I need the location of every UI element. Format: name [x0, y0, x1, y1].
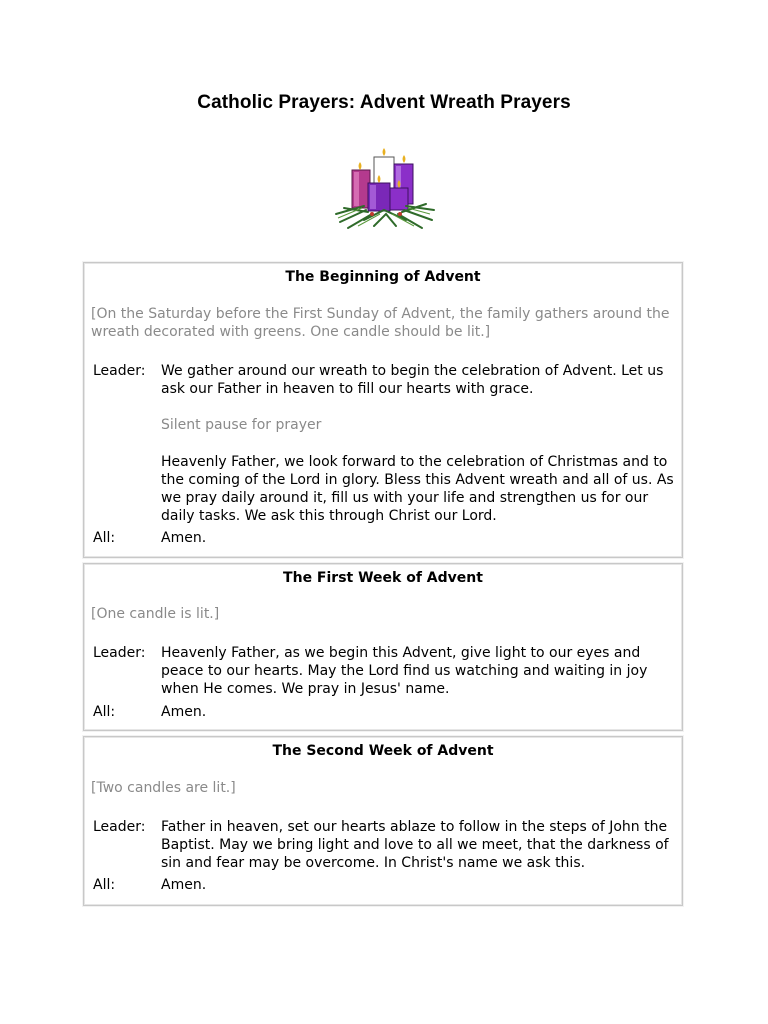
- all-response: Amen.: [161, 530, 207, 546]
- instruction-text: [On the Saturday before the First Sunday of Advent, the family gathers around the wreath decorated with greens. One candle should be lit.]: [91, 306, 670, 340]
- advent-wreath-icon: [334, 148, 438, 234]
- all-label: All:: [93, 704, 116, 720]
- leader-prayer: We gather around our wreath to begin the celebration of Advent. Let us ask our Father in heaven to fill our hearts with grace.: [161, 363, 664, 397]
- all-response: Amen.: [161, 704, 207, 720]
- leader-prayer: Heavenly Father, as we begin this Advent, give light to our eyes and peace to our hearts. May the Lord find us watching and waiting in joy when He comes. We pray in Jesus' name.: [161, 645, 648, 697]
- section-title: The Beginning of Advent: [285, 269, 481, 285]
- section-title: The First Week of Advent: [283, 570, 483, 586]
- instruction-text: [Two candles are lit.]: [91, 780, 236, 796]
- all-response: Amen.: [161, 877, 207, 893]
- leader-label: Leader:: [93, 363, 146, 379]
- section-beginning-of-advent: [83, 262, 683, 558]
- leader-label: Leader:: [93, 819, 146, 835]
- leader-prayer: Father in heaven, set our hearts ablaze to follow in the steps of John the Baptist. May we bring light and love to all we meet, that the darkness of sin and fear may be overcome. In Christ's name we ask this.: [161, 819, 669, 871]
- section-title: The Second Week of Advent: [272, 743, 494, 759]
- leader-prayer: Heavenly Father, we look forward to the celebration of Christmas and to the coming of the Lord in glory. Bless this Advent wreath and all of us. As we pray daily around it, fill us with your life and strengthen us for our daily tasks. We ask this through Christ our Lord.: [161, 454, 674, 524]
- instruction-text: [One candle is lit.]: [91, 606, 220, 622]
- all-label: All:: [93, 877, 116, 893]
- section-second-week-of-advent: [83, 736, 683, 906]
- page-title: Catholic Prayers: Advent Wreath Prayers: [197, 92, 571, 113]
- section-first-week-of-advent: [83, 563, 683, 731]
- all-label: All:: [93, 530, 116, 546]
- silent-pause-text: Silent pause for prayer: [161, 417, 322, 433]
- leader-label: Leader:: [93, 645, 146, 661]
